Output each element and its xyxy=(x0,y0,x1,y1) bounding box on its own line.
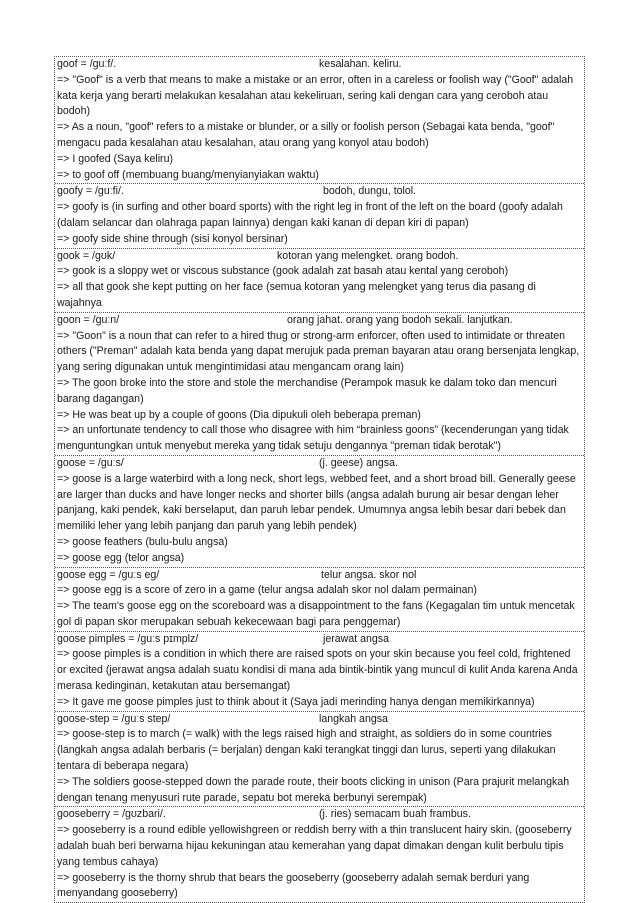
entry-line: => goose egg (telor angsa) xyxy=(57,551,185,564)
entry-meaning: jerawat angsa xyxy=(323,632,389,645)
entry-term: goon = /ɡuːn/ xyxy=(57,313,120,326)
entry-headline xyxy=(57,632,582,648)
entry-line: => gooseberry is a round edible yellowishgreen or reddish berry with a thin translucent hairy skin. (gooseberry adalah buah beri berwarna hijau kekuningan atau kemerahan yang dapat dimakan dengan kulit berbulu tipis yang tembus cahaya) xyxy=(57,824,572,868)
entry-line: => goose egg is a score of zero in a game (telur angsa adalah skor nol dalam permainan) xyxy=(57,584,477,597)
entry-term: goose = /ɡuːs/ xyxy=(57,456,124,469)
entry-line: => goose pimples is a condition in which there are raised spots on your skin because you feel cold, frightened or excited (jerawat angsa adalah suatu kondisi di mana ada bintik-bintik yang muncul di kulit Anda karena Anda merasa kedinginan, ketakutan atau bersemangat) xyxy=(57,648,578,693)
entry-line: => goose feathers (bulu-bulu angsa) xyxy=(57,535,228,548)
entry-meaning: bodoh, dungu, tolol. xyxy=(323,185,417,198)
entry-line: => "Goon" is a noun that can refer to a hired thug or strong-arm enforcer, often used to intimidate or threaten others ("Preman" adalah kata benda yang dapat merujuk pada preman bayaran atau orang bersenjata lengkap, yang sering digunakan untuk mengintimidasi atau mengancam orang lain) xyxy=(57,329,580,374)
entry-line: => an unfortunate tendency to call those who disagree with him “brainless goons” (kecenderungan yang tidak menguntungkan untuk menyebut mereka yang tidak setuju dengannya "preman tidak berotak") xyxy=(57,424,569,453)
entry-line: => goofy side shine through (sisi konyol bersinar) xyxy=(57,232,288,245)
entry-meaning: telur angsa. skor nol xyxy=(321,568,417,581)
entry-line: => all that gook she kept putting on her face (semua kotoran yang melengket yang terus dia pasang di wajahnya xyxy=(57,281,536,309)
dictionary-table xyxy=(54,56,585,903)
entry-term: gooseberry = /ɡʊzbari/. xyxy=(57,808,166,821)
entry-term: goose-step = /ɡuːs step/ xyxy=(57,712,171,725)
entry-meaning: kotoran yang melengket. orang bodoh. xyxy=(277,249,459,262)
entry-headline xyxy=(57,313,582,329)
entry-line: => The soldiers goose-stepped down the parade route, their boots clicking in unison (Para prajurit melangkah dengan tenang menyusuri rute parade, sepatu bot mereka berbunyi serempak) xyxy=(57,775,570,804)
entry-headline xyxy=(57,568,582,584)
entry-goof xyxy=(55,57,584,183)
entry-line: => gooseberry is the thorny shrub that bears the gooseberry (gooseberry adalah semak berduri yang menyandang gooseberry) xyxy=(57,871,530,900)
entry-headline xyxy=(57,249,582,265)
entry-meaning: kesalahan. keliru. xyxy=(319,58,402,70)
entry-line: => gook is a sloppy wet or viscous substance (gook adalah zat basah atau kental yang ceroboh) xyxy=(57,265,509,278)
entry-term: gook = /ɡʊk/ xyxy=(57,249,116,262)
entry-line: => It gave me goose pimples just to think about it (Saya jadi merinding hanya dengan memikirkannya) xyxy=(57,695,535,708)
entry-term: goofy = /ɡuːfi/. xyxy=(57,185,124,198)
entry-headline xyxy=(57,807,582,823)
entry-goofy xyxy=(55,183,584,247)
entry-goose-step xyxy=(55,711,584,807)
entry-headline xyxy=(57,184,582,200)
entry-line: => I goofed (Saya keliru) xyxy=(57,152,174,165)
entry-line: => As a noun, "goof" refers to a mistake or blunder, or a silly or foolish person (Sebagai kata benda, "goof" mengacu pada kesalahan atau kesalahan, atau orang yang konyol atau bodoh) xyxy=(57,121,555,149)
entry-meaning: (j. geese) angsa. xyxy=(319,456,398,469)
entry-meaning: orang jahat. orang yang bodoh sekali. lanjutkan. xyxy=(287,313,513,326)
entry-goon xyxy=(55,312,584,455)
entry-line: => goose-step is to march (= walk) with the legs raised high and straight, as soldiers do in some countries (langkah angsa adalah berbaris (= berjalan) dengan kaki terangkat tinggi dan lurus, seperti yang dilakukan tentara di beberapa negara) xyxy=(57,728,556,773)
entry-line: => He was beat up by a couple of goons (Dia dipukuli oleh beberapa preman) xyxy=(57,408,421,421)
entry-headline xyxy=(57,456,582,472)
entry-meaning: langkah angsa xyxy=(319,712,388,725)
entry-line: => "Goof" is a verb that means to make a mistake or an error, often in a careless or foolish way ("Goof" adalah kata kerja yang berarti melakukan kesalahan atau kekeliruan, sering kali dengan cara yang ceroboh atau bodoh) xyxy=(57,73,574,118)
entry-line: => The team's goose egg on the scoreboard was a disappointment to the fans (Kegagalan tim untuk mencetak gol di papan skor merupakan sebuah kekecewaan bagi para penggemar) xyxy=(57,600,575,628)
entry-term: goose egg = /ɡuːs eɡ/ xyxy=(57,568,160,581)
entry-line: => goose is a large waterbird with a long neck, short legs, webbed feet, and a short broad bill. Generally geese are larger than ducks and have longer necks and shorter bills (angsa adalah burung air besar dengan leher panjang, kaki pendek, kaki berselaput, dan paruh lebar pendek. Umumnya angsa lebih besar dari bebek dan memiliki leher yang lebih panjang dan paruh yang lebih pendek) xyxy=(57,472,576,533)
entry-headline xyxy=(57,712,582,728)
entry-meaning: (j. ries) semacam buah frambus. xyxy=(319,808,471,821)
entry-goose-pimples xyxy=(55,631,584,711)
entry-goose-egg xyxy=(55,567,584,631)
entry-term: goose pimples = /ɡuːs pɪmplz/ xyxy=(57,632,199,645)
entry-line: => to goof off (membuang buang/menyianyiakan waktu) xyxy=(57,168,319,181)
entry-goose xyxy=(55,455,584,567)
entry-gooseberry xyxy=(55,806,584,902)
entry-term: goof = /ɡuːf/. xyxy=(57,58,117,70)
entry-gook xyxy=(55,248,584,312)
entry-headline xyxy=(57,57,582,73)
entry-line: => The goon broke into the store and stole the merchandise (Perampok masuk ke dalam toko dan mencuri barang dagangan) xyxy=(57,376,557,405)
entry-line: => goofy is (in surfing and other board sports) with the right leg in front of the left on the board (goofy adalah (dalam selancar dan olahraga papan lainnya) dengan kaki kanan di depan kiri di papan) xyxy=(57,201,563,229)
